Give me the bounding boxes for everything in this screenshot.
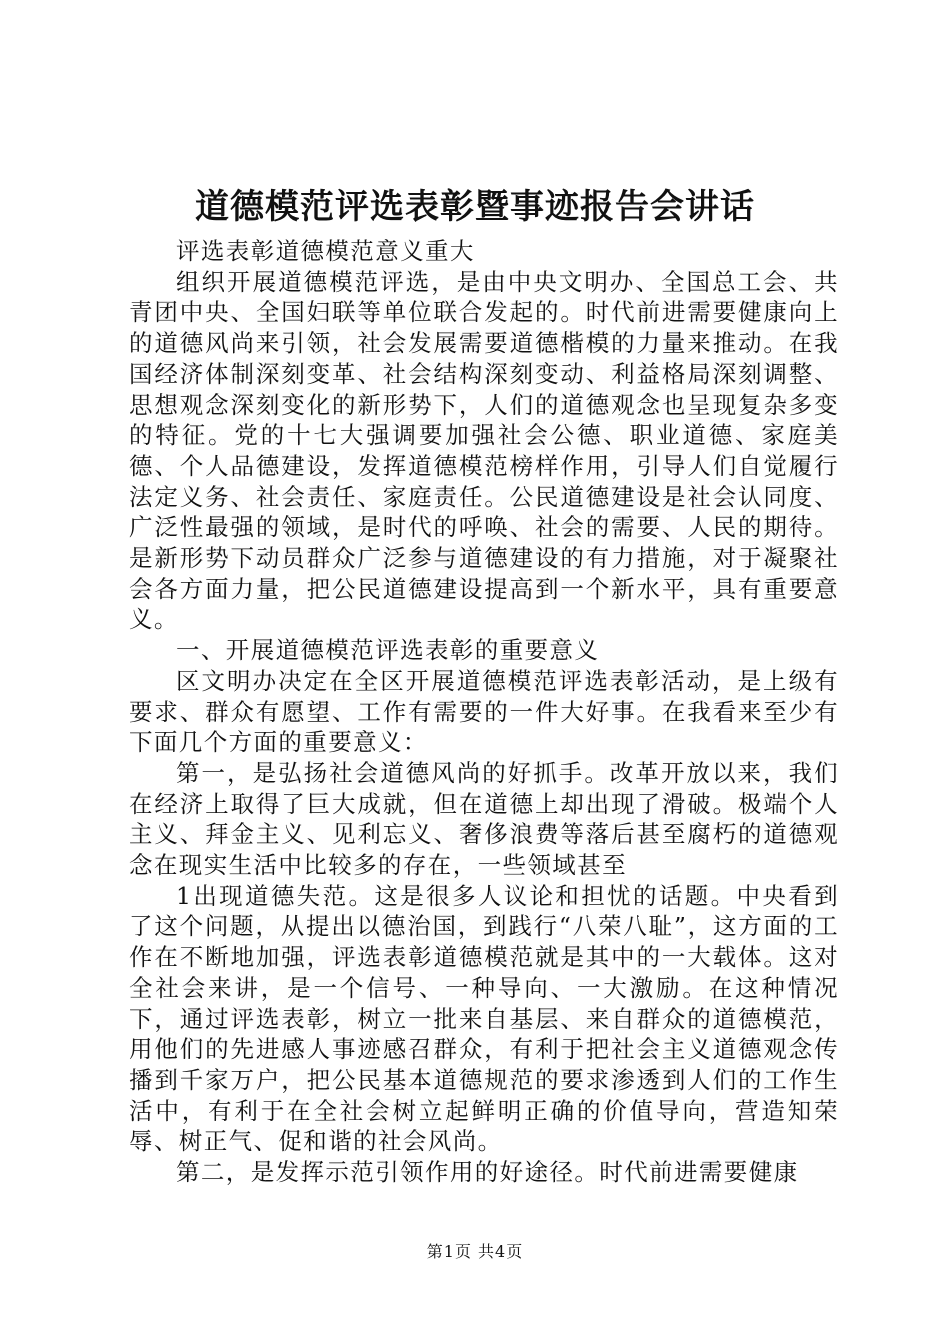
page-footer: 第1页 共4页 (426, 1242, 524, 1261)
paragraph-intro-heading: 评选表彰道德模范意义重大 (176, 237, 475, 265)
paragraph-background: 组织开展道德模范评选，是由中央文明办、全国总工会、共青团中央、全国妇联等单位联合发起的。时代前进需要健康向上的道德风尚来引领，社会发展需要道德楷模的力量来推动。在我国经济体制深刻变革、社会结构深刻变动、利益格局深刻调整、思想观念深刻变化的新形势下，人们的道德观念也呈现复杂多变的特征。党的十七大强调要加强社会公德、职业道德、家庭美德、个人品德建设，发挥道德模范榜样作用，引导人们自觉履行法定义务、社会责任、家庭责任。公民道德建设是社会认同度、广泛性最强的领域，是时代的呼唤、社会的需要、人民的期待。是新形势下动员群众广泛参与道德建设的有力措施，对于凝聚社会各方面力量，把公民道德建设提高到一个新水平，具有重要意义。 (129, 267, 839, 634)
document-body (129, 236, 839, 1188)
paragraph-district-activity: 区文明办决定在全区开展道德模范评选表彰活动，是上级有要求、群众有愿望、工作有需要的一件大好事。在我看来至少有下面几个方面的重要意义： (129, 666, 839, 757)
paragraph-point-one: 第一，是弘扬社会道德风尚的好抓手。改革开放以来，我们在经济上取得了巨大成就，但在道德上却出现了滑破。极端个人主义、拜金主义、见利忘义、奢侈浪费等落后甚至腐朽的道德观念在现实生活中比较多的存在，一些领域甚至 (129, 758, 839, 880)
paragraph-point-two: 第二，是发挥示范引领作用的好途径。时代前进需要健康 (176, 1158, 799, 1187)
document-title: 道德模范评选表彰暨事迹报告会讲话 (195, 187, 755, 227)
section-heading-significance: 一、开展道德模范评选表彰的重要意义 (176, 636, 600, 665)
paragraph-point-one-continued: 1出现道德失范。这是很多人议论和担忧的话题。中央看到了这个问题，从提出以德治国，到践行“八荣八耻”，这方面的工作在不断地加强，评选表彰道德模范就是其中的一大载体。这对全社会来讲，是一个信号、一种导向、一大激励。在这种情况下，通过评选表彰，树立一批来自基层、来自群众的道德模范，用他们的先进感人事迹感召群众，有利于把社会主义道德观念传播到千家万户，把公民基本道德规范的要求渗透到人们的工作生活中，有利于在全社会树立起鲜明正确的价值导向，营造知荣辱、树正气、促和谐的社会风尚。 (129, 881, 839, 1156)
